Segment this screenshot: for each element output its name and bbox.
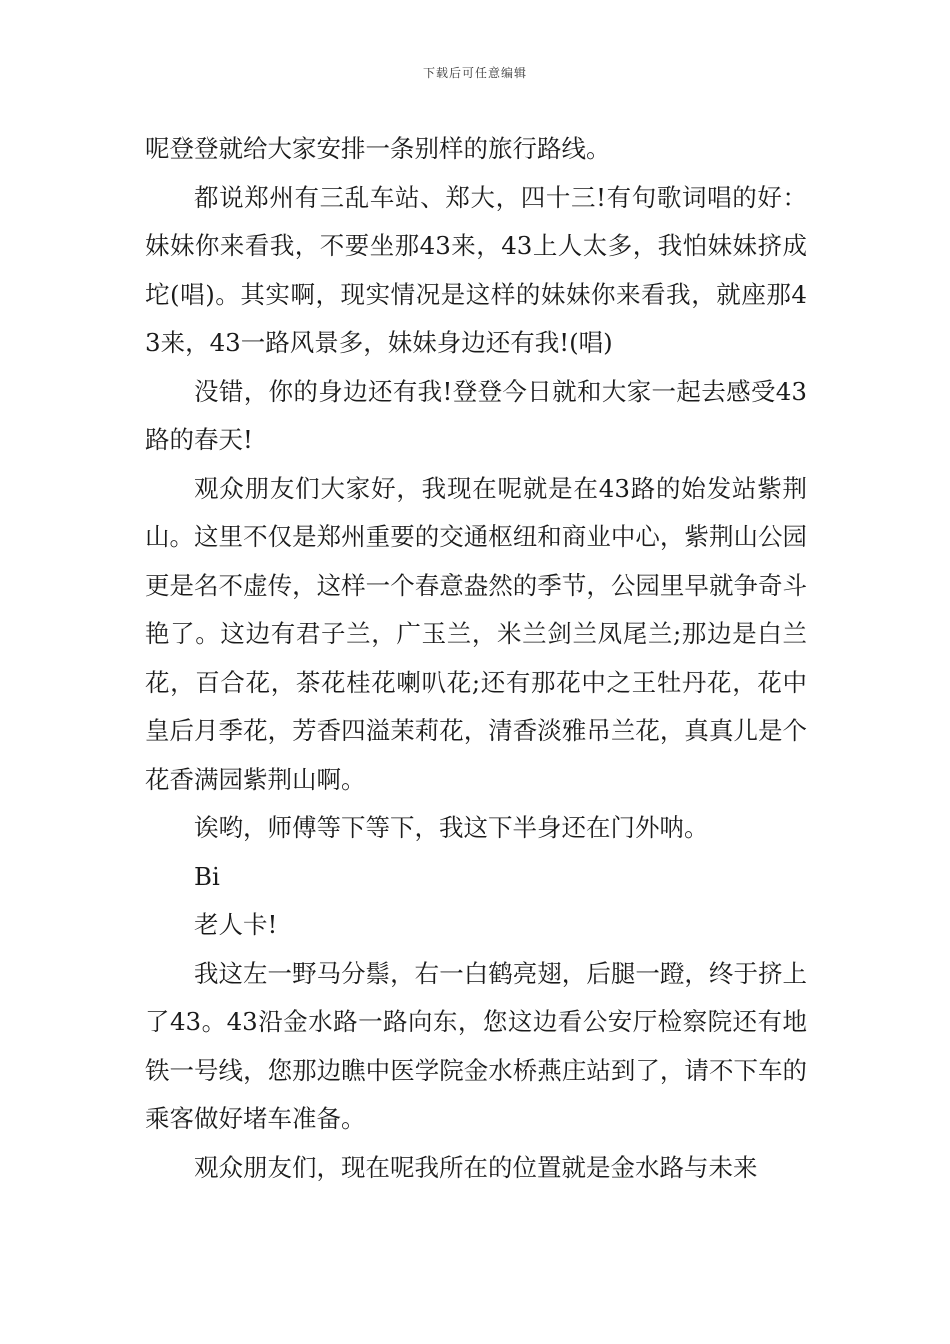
page-header: 下载后可任意编辑: [422, 66, 527, 80]
paragraph: 观众朋友们，现在呢我所在的位置就是金水路与未来: [194, 1152, 758, 1182]
paragraph: 呢登登就给大家安排一条别样的旅行路线。: [145, 134, 611, 163]
paragraph: 没错，你的身边还有我!登登今日就和大家一起去感受43路的春天!: [145, 376, 807, 454]
document-body: [145, 125, 807, 1192]
paragraph: 我这左一野马分鬃，右一白鹤亮翅，后腿一蹬，终于挤上了43。43沿金水路一路向东，您这边看公安厅检察院还有地铁一号线，您那边瞧中医学院金水桥燕庄站到了，请不下车的乘客做好堵车准备。: [145, 958, 807, 1133]
paragraph: 诶哟，师傅等下等下，我这下半身还在门外呐。: [194, 813, 709, 842]
paragraph: 老人卡!: [194, 910, 278, 939]
paragraph: Bi: [194, 861, 220, 891]
paragraph: 都说郑州有三乱车站、郑大，四十三!有句歌词唱的好：妹妹你来看我，不要坐那43来，43上人太多，我怕妹妹挤成坨(唱)。其实啊，现实情况是这样的妹妹你来看我，就座那43来，43一路风景多，妹妹身边还有我!(唱): [145, 182, 807, 357]
paragraph: 观众朋友们大家好，我现在呢就是在43路的始发站紫荆山。这里不仅是郑州重要的交通枢纽和商业中心，紫荆山公园更是名不虚传，这样一个春意盎然的季节，公园里早就争奇斗艳了。这边有君子兰，广玉兰，米兰剑兰凤尾兰;那边是白兰花，百合花，茶花桂花喇叭花;还有那花中之王牡丹花，花中皇后月季花，芳香四溢茉莉花，清香淡雅吊兰花，真真儿是个花香满园紫荆山啊。: [145, 473, 807, 794]
